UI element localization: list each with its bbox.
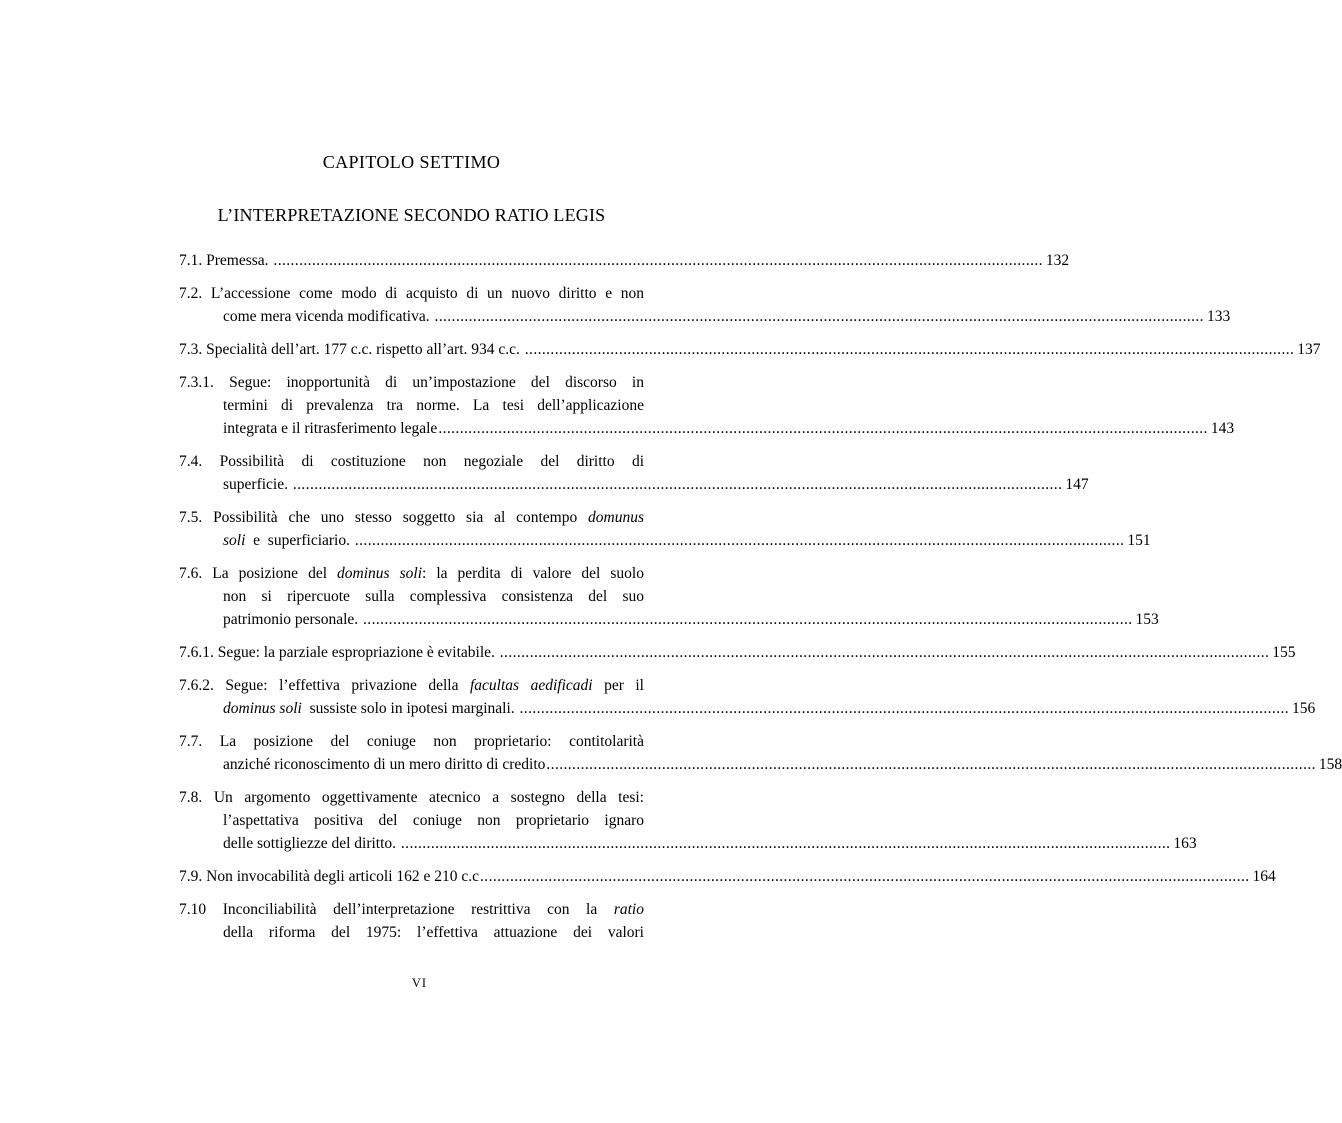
toc-text-italic: ratio	[613, 901, 644, 918]
toc-line	[179, 786, 644, 809]
toc-line	[179, 697, 1316, 720]
chapter-title: L’INTERPRETAZIONE SECONDO RATIO LEGIS	[217, 205, 606, 225]
toc-page-number: 147	[1065, 476, 1089, 493]
dot-leader: ....................................................................................................................................................................................	[524, 341, 1295, 358]
toc-entry	[179, 338, 1321, 361]
toc-page-number: 143	[1210, 420, 1235, 437]
toc-page-number: 153	[1135, 611, 1159, 628]
dot-leader: ....................................................................................................................................................................................	[519, 700, 1290, 717]
toc-line-text	[179, 865, 479, 888]
toc-line	[179, 282, 644, 305]
toc-line-text	[223, 473, 292, 496]
toc-entry	[179, 898, 644, 944]
toc-line-text	[179, 249, 272, 272]
toc-page-number: 132	[1045, 252, 1070, 269]
toc-page-number: 163	[1173, 835, 1197, 852]
toc-line	[179, 730, 644, 753]
toc-entry	[179, 282, 1231, 328]
toc-text: non si ripercuote sulla complessiva consistenza del suo	[223, 588, 644, 605]
toc-line-text	[223, 697, 519, 720]
toc-text: 7.2. L’accessione come modo di acquisto di un nuovo diritto e non	[179, 285, 644, 302]
toc-line	[179, 674, 644, 697]
toc-entry	[179, 371, 1235, 440]
toc-line	[179, 641, 1296, 664]
toc-text-italic: dominus soli	[337, 565, 422, 582]
dot-leader: ....................................................................................................................................................................................	[292, 476, 1063, 493]
toc-line-text	[223, 832, 400, 855]
toc-line-text	[223, 753, 545, 776]
toc-page-number: 151	[1127, 532, 1151, 549]
dot-leader: ....................................................................................................................................................................................	[438, 420, 1208, 437]
toc-line	[179, 249, 1070, 272]
toc-text: : la perdita di valore del suolo	[422, 565, 644, 582]
toc-text: 7.1. Premessa.	[179, 252, 273, 269]
toc-text-italic: domunus	[588, 509, 644, 526]
toc-text: 7.4. Possibilità di costituzione non negoziale del diritto di	[179, 453, 644, 470]
toc-text: della riforma del 1975: l’effettiva attuazione dei valori	[223, 924, 644, 941]
toc-line	[179, 338, 1321, 361]
toc-text-italic: dominus soli	[223, 700, 302, 717]
toc-text-italic: soli	[223, 532, 246, 549]
toc-line-text	[223, 529, 354, 552]
toc-line-text	[223, 417, 437, 440]
toc-line-text	[223, 608, 362, 631]
toc-text: 7.8. Un argomento oggettivamente atecnico a sostegno della tesi:	[179, 789, 644, 806]
toc-line	[179, 371, 644, 394]
toc-page-number: 164	[1252, 868, 1276, 885]
toc-text: 7.10 Inconciliabilità dell’interpretazione restrittiva con la	[179, 901, 614, 918]
dot-leader: ....................................................................................................................................................................................	[434, 308, 1204, 325]
dot-leader: ....................................................................................................................................................................................	[546, 756, 1316, 773]
toc-line	[179, 305, 1231, 328]
toc-text: l’aspettativa positiva del coniuge non proprietario ignaro	[223, 812, 644, 829]
toc-entry	[179, 730, 1342, 776]
toc-page-number: 156	[1292, 700, 1316, 717]
toc-line	[179, 529, 1151, 552]
toc-page-number: 137	[1297, 341, 1321, 358]
toc-text: 7.3. Specialità dell’art. 177 c.c. rispetto all’art. 934 c.c.	[179, 341, 524, 358]
toc-line	[179, 753, 1342, 776]
dot-leader: ....................................................................................................................................................................................	[480, 868, 1250, 885]
dot-leader: ....................................................................................................................................................................................	[354, 532, 1125, 549]
toc-page-number: 158	[1318, 756, 1342, 773]
toc-text-italic: facultas aedificadi	[469, 677, 593, 694]
toc-text: 7.5. Possibilità che uno stesso soggetto sia al contempo	[179, 509, 589, 526]
dot-leader: ....................................................................................................................................................................................	[499, 644, 1270, 661]
toc-text: 7.3.1. Segue: inopportunità di un’impostazione del discorso in	[179, 374, 644, 391]
toc-entry	[179, 641, 1296, 664]
toc-text: sussiste solo in ipotesi marginali.	[301, 700, 519, 717]
toc-text: 7.6. La posizione del	[179, 565, 338, 582]
toc-text: integrata e il ritrasferimento legale	[223, 420, 438, 437]
toc-entry	[179, 674, 1316, 720]
toc-entry	[179, 506, 1151, 552]
toc-text: anziché riconoscimento di un mero diritto di credito	[223, 756, 546, 773]
toc-page-number: 133	[1206, 308, 1231, 325]
toc-line	[179, 417, 1235, 440]
toc-line	[179, 450, 644, 473]
toc-line	[179, 832, 1197, 855]
toc-text: per il	[592, 677, 644, 694]
toc-line	[179, 394, 644, 417]
toc-line-text	[179, 641, 499, 664]
dot-leader: ....................................................................................................................................................................................	[400, 835, 1171, 852]
toc-line-text	[179, 338, 524, 361]
toc-line	[179, 506, 644, 529]
toc-text: 7.6.2. Segue: l’effettiva privazione della	[179, 677, 470, 694]
table-of-contents	[179, 249, 1342, 944]
dot-leader: ....................................................................................................................................................................................	[363, 611, 1133, 628]
toc-text: come mera vicenda modificativa.	[223, 308, 434, 325]
dot-leader: ....................................................................................................................................................................................	[273, 252, 1043, 269]
toc-line	[179, 585, 644, 608]
toc-text: e superficiario.	[245, 532, 354, 549]
toc-entry	[179, 786, 1197, 855]
footer-page-number: VI	[411, 976, 428, 990]
toc-text: termini di prevalenza tra norme. La tesi dell’applicazione	[223, 397, 644, 414]
toc-text: 7.6.1. Segue: la parziale espropriazione è evitabile.	[179, 644, 499, 661]
toc-text: 7.9. Non invocabilità degli articoli 162 e 210 c.c	[179, 868, 480, 885]
toc-entry	[179, 249, 1070, 272]
toc-entry	[179, 450, 1089, 496]
toc-entry	[179, 865, 1276, 888]
toc-page-number: 155	[1272, 644, 1296, 661]
toc-entry	[179, 562, 1159, 631]
toc-line	[179, 473, 1089, 496]
toc-text: delle sottigliezze del diritto.	[223, 835, 400, 852]
toc-text: patrimonio personale.	[223, 611, 363, 628]
toc-line	[179, 562, 644, 585]
toc-line	[179, 608, 1159, 631]
chapter-heading: CAPITOLO SETTIMO	[322, 152, 501, 172]
toc-line-text	[223, 305, 433, 328]
toc-text: 7.7. La posizione del coniuge non proprietario: contitolarità	[179, 733, 644, 750]
toc-line	[179, 865, 1276, 888]
toc-text: superficie.	[223, 476, 292, 493]
toc-line	[179, 898, 644, 921]
toc-line	[179, 921, 644, 944]
toc-line	[179, 809, 644, 832]
